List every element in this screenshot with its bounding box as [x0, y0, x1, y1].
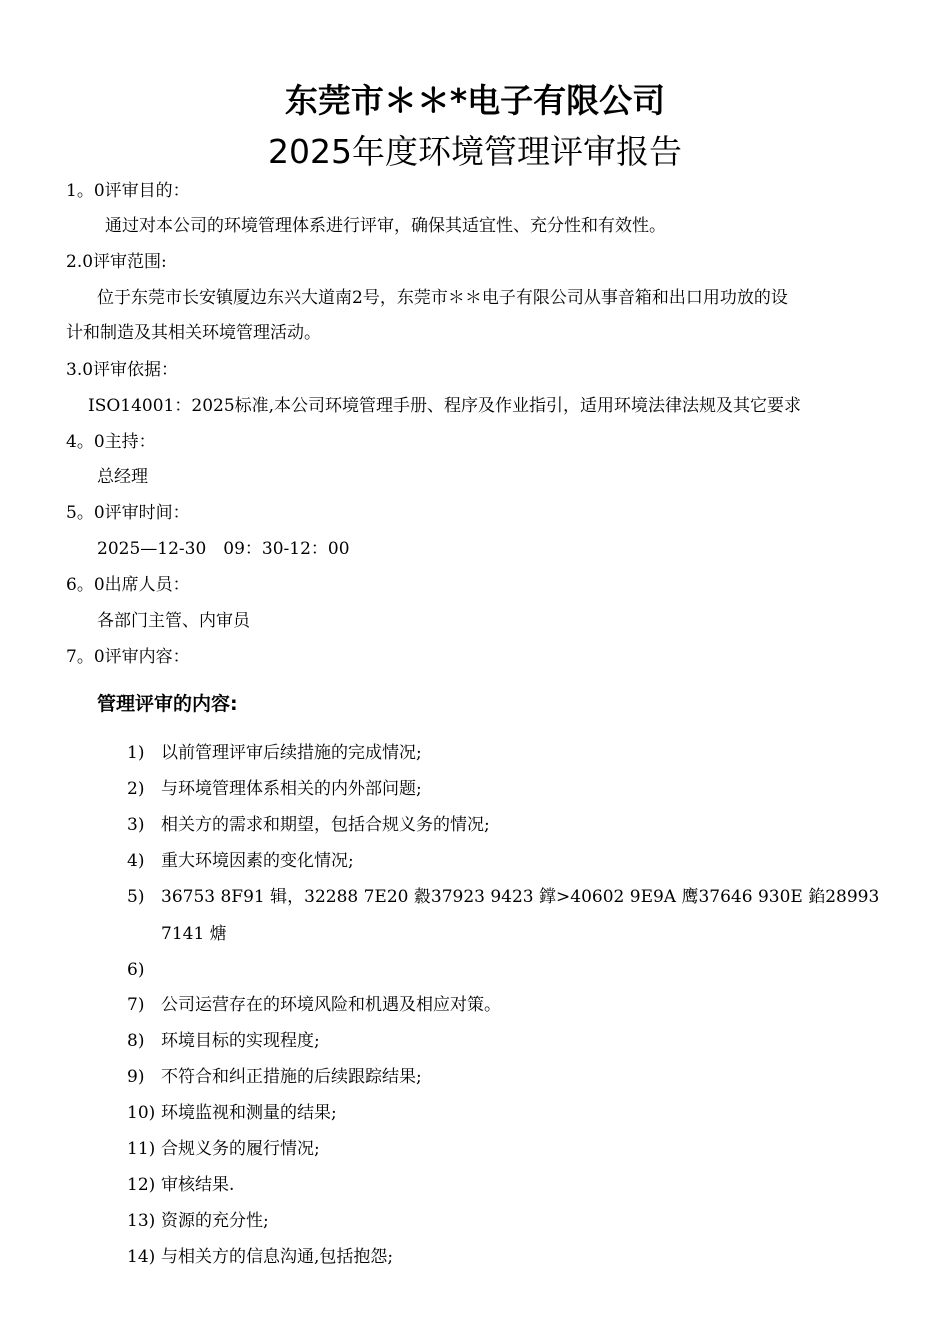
- section-body: 总经理: [97, 467, 148, 487]
- list-item: 36753 8F91 辑，32288 7E20 縠37923 9423 鐣>40602 9E9A 鹰37646 930E 錎28993: [161, 887, 880, 907]
- section-heading: 6。0出席人员：: [66, 575, 190, 595]
- list-item: 审核结果.: [161, 1175, 235, 1195]
- list-item-number: 1): [127, 743, 145, 763]
- list-item-number: 7): [127, 995, 145, 1015]
- list-item-number: 2): [127, 779, 145, 799]
- list-item-number: 13): [127, 1211, 156, 1231]
- section-body: 2025—12-30 09：30-12：00: [97, 539, 350, 559]
- section-body: 通过对本公司的环境管理体系进行评审，确保其适宜性、充分性和有效性。: [105, 216, 666, 236]
- list-item: 资源的充分性;: [161, 1211, 269, 1231]
- report-title: 2025年度环境管理评审报告: [268, 132, 682, 171]
- section-heading: 3.0评审依据：: [66, 360, 179, 380]
- list-item: 环境目标的实现程度;: [161, 1031, 320, 1051]
- list-item-number: 14): [127, 1247, 156, 1267]
- list-item-number: 9): [127, 1067, 145, 1087]
- list-item: 合规义务的履行情况;: [161, 1139, 320, 1159]
- list-item: 不符合和纠正措施的后续跟踪结果;: [161, 1067, 422, 1087]
- section-heading: 4。0主持：: [66, 432, 156, 452]
- company-title: 东莞市＊＊*电子有限公司: [284, 81, 666, 120]
- list-item: 以前管理评审后续措施的完成情况;: [161, 743, 422, 763]
- section-heading: 5。0评审时间：: [66, 503, 190, 523]
- list-item-number: 6): [127, 960, 145, 980]
- list-item-number: 11): [127, 1139, 156, 1159]
- section-heading: 2.0评审范围:: [66, 252, 167, 272]
- section-body: 各部门主管、内审员: [97, 611, 250, 631]
- list-item-continuation: 7141 煻: [161, 924, 227, 944]
- list-item-number: 8): [127, 1031, 145, 1051]
- section-body: 位于东莞市长安镇厦边东兴大道南2号，东莞市＊＊电子有限公司从事音箱和出口用功放的设: [97, 288, 788, 308]
- section-heading: 7。0评审内容：: [66, 647, 190, 667]
- list-item-number: 3): [127, 815, 145, 835]
- content-subtitle: 管理评审的内容:: [97, 693, 238, 715]
- list-item: 环境监视和测量的结果;: [161, 1103, 337, 1123]
- list-item: 相关方的需求和期望，包括合规义务的情况;: [161, 815, 490, 835]
- list-item-number: 12): [127, 1175, 156, 1195]
- list-item: 公司运营存在的环境风险和机遇及相应对策。: [161, 995, 501, 1015]
- section-body: 计和制造及其相关环境管理活动。: [66, 323, 321, 343]
- list-item: 与相关方的信息沟通,包括抱怨;: [161, 1247, 394, 1267]
- section-body: ISO14001：2025标准,本公司环境管理手册、程序及作业指引，适用环境法律法规及其它要求: [88, 396, 802, 416]
- list-item-number: 10): [127, 1103, 156, 1123]
- list-item: 重大环境因素的变化情况;: [161, 851, 354, 871]
- list-item-number: 4): [127, 851, 145, 871]
- section-heading: 1。0评审目的：: [66, 181, 190, 201]
- list-item: 与环境管理体系相关的内外部问题;: [161, 779, 422, 799]
- list-item-number: 5): [127, 887, 145, 907]
